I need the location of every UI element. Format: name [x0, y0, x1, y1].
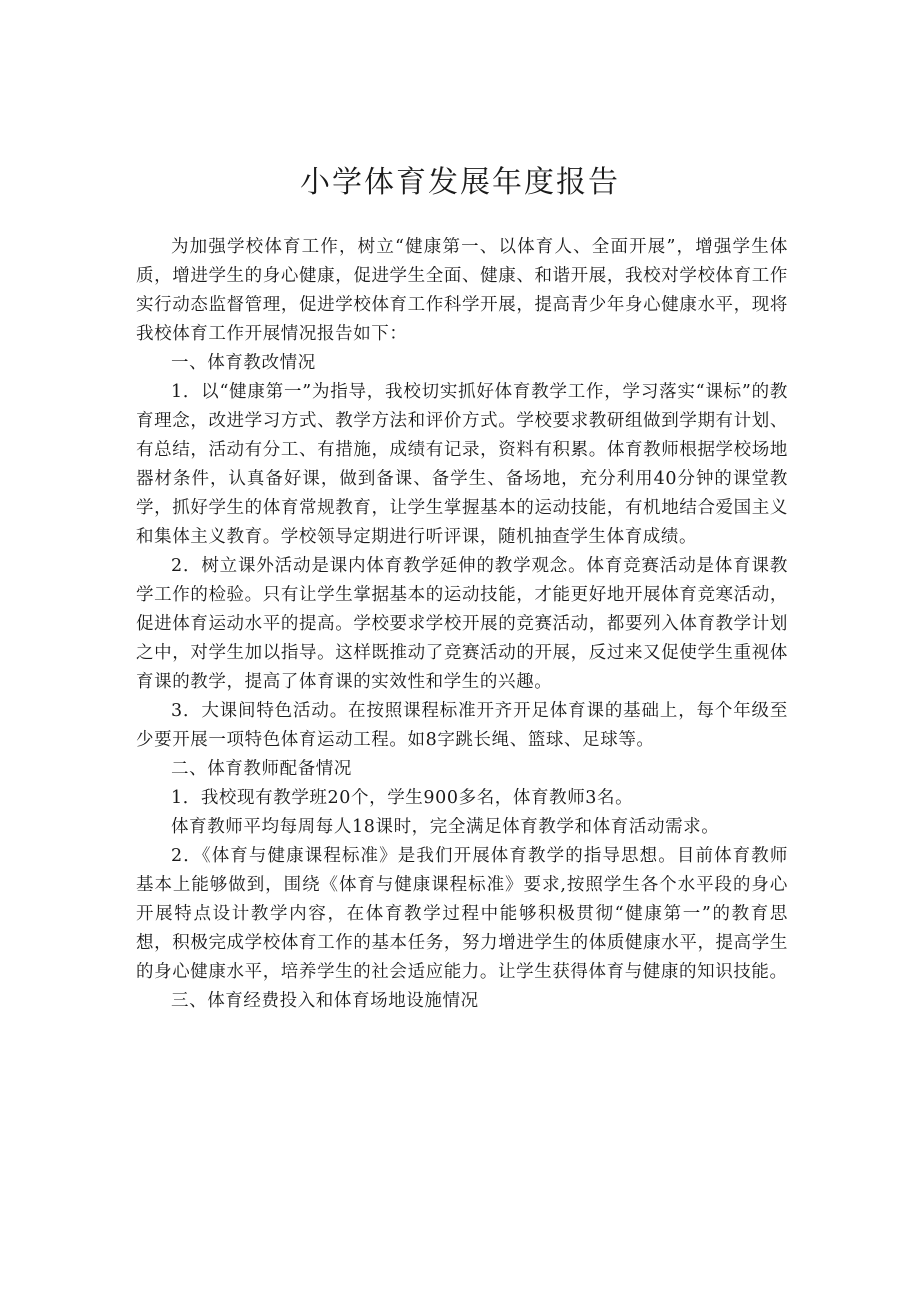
document-body	[136, 233, 788, 1016]
paragraph-1-2: 2．树立课外活动是课内体育教学延伸的教学观念。体育竞赛活动是体育课教学工作的检验。只有让学生掌据基本的运动技能，才能更好地开展体育竞寒活动，促进体育运动水平的提高。学校要求学校开展的竞赛活动，都要列入体育教学计划之中，对学生加以指导。这样既推动了竞赛活动的开展，反过来又促使学生重视体育课的教学，提高了体育课的实效性和学生的兴趣。	[136, 556, 788, 692]
intro-paragraph: 为加强学校体育工作，树立“健康第一、以体育人、全面开展”，增强学生体质，增进学生的身心健康，促进学生全面、健康、和谐开展，我校对学校体育工作实行动态监督管理，促进学校体育工作科学开展，提高青少年身心健康水平，现将我校体育工作开展情况报告如下：	[136, 237, 788, 344]
section-heading-2: 二、体育教师配备情况	[171, 759, 352, 779]
paragraph-1-1: 1．以“健康第一”为指导，我校切实抓好体育教学工作，学习落实“课标”的教育理念，改进学习方式、教学方法和评价方式。学校要求教研组做到学期有计划、有总结，活动有分工、有措施，成绩有记录，资料有积累。体育教师根据学校场地器材条件，认真备好课，做到备课、备学生、备场地，充分利用40分钟的课堂教学，抓好学生的体育常规教育，让学生掌握基本的运动技能，有机地结合爱国主义和集体主义教育。学校领导定期进行听评课，随机抽查学生体育成绩。	[136, 382, 788, 547]
paragraph-2-2: 2．《体育与健康课程标准》是我们开展体育教学的指导思想。目前体育教师基本上能够做到，围绕《体育与健康课程标准》要求,按照学生各个水平段的身心开展特点设计教学内容，在体育教学过程中能够积极贯彻“健康第一”的教育思想，积极完成学校体育工作的基本任务，努力增进学生的体质健康水平，提高学生的身心健康水平，培养学生的社会适应能力。让学生获得体育与健康的知识技能。	[136, 846, 788, 982]
paragraph-1-3: 3．大课间特色活动。在按照课程标准开齐开足体育课的基础上，每个年级至少要开展一项特色体育运动工程。如8字跳长绳、篮球、足球等。	[136, 701, 788, 750]
section-heading-3: 三、体育经费投入和体育场地设施情况	[171, 991, 479, 1011]
paragraph-2-1-detail: 体育教师平均每周每人18课时，完全满足体育教学和体育活动需求。	[171, 817, 720, 837]
paragraph-2-1: 1．我校现有教学班20个，学生900多名，体育教师3名。	[171, 788, 634, 808]
section-heading-1: 一、体育教改情况	[171, 353, 316, 373]
document-title: 小学体育发展年度报告	[300, 165, 620, 200]
